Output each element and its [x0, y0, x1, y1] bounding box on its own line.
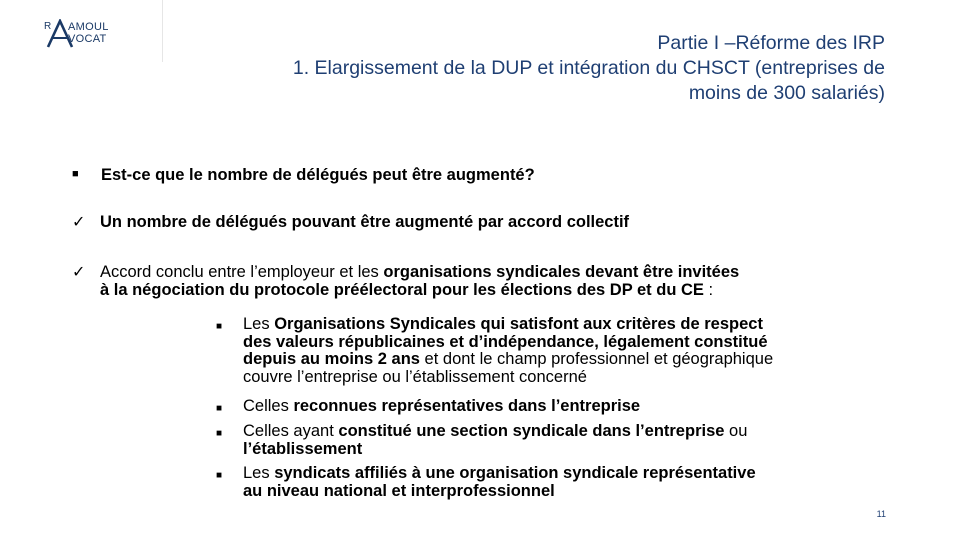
sub-item-2 [216, 398, 882, 416]
sub3-a: Celles ayant [243, 422, 339, 440]
sub-item-4 [216, 465, 882, 500]
sub-item-1 [216, 316, 882, 386]
logo-word-bottom: VOCAT [68, 33, 107, 45]
sub3-c: ou [724, 422, 748, 440]
square-bullet-icon: ■ [216, 403, 223, 414]
title-line-1: Partie I –Réforme des IRP [657, 32, 885, 54]
sub1-d: depuis au moins 2 ans [243, 350, 420, 368]
check-item-2-line-1 [100, 263, 882, 281]
question-text: Est-ce que le nombre de délégués peut être augmenté? [101, 166, 535, 184]
sub1-c: des valeurs républicaines et d’indépendance, légalement constitué [243, 332, 768, 351]
title-line-3: moins de 300 salariés) [688, 82, 885, 104]
check-item-2-line-2 [100, 281, 882, 299]
page-number: 11 [876, 509, 886, 519]
sub1-e: et dont le champ professionnel et géographique [419, 350, 774, 368]
sub1-f: couvre l’entreprise ou l’établissement concerné [243, 367, 587, 386]
slide-title [85, 31, 885, 106]
square-bullet-icon: ■ [216, 321, 223, 332]
sub4-b: syndicats affiliés à une organisation syndicale représentative [274, 464, 756, 482]
check2-part2: organisations syndicales devant être invitées [383, 263, 740, 281]
square-bullet-icon: ■ [216, 428, 223, 439]
sub-item-3 [216, 423, 882, 458]
logo-letter-r: R [44, 21, 52, 32]
checkmark-icon: ✓ [72, 264, 86, 281]
checkmark-icon: ✓ [72, 214, 86, 231]
sub1-a: Les [243, 315, 275, 333]
check2-part4: : [703, 281, 714, 299]
check-item-1: Un nombre de délégués pouvant être augmenté par accord collectif [100, 213, 630, 231]
sub4-c: au niveau national et interprofessionnel [243, 481, 555, 500]
logo-word-top: AMOUL [68, 21, 109, 33]
sub3-b: constitué une section syndicale dans l’entreprise [338, 422, 725, 440]
title-line-2: 1. Elargissement de la DUP et intégration du CHSCT (entreprises de [292, 57, 885, 79]
check2-part3: à la négociation du protocole préélectoral pour les élections des DP et du CE [100, 281, 704, 299]
check-item-2 [100, 263, 882, 299]
sub1-b: Organisations Syndicales qui satisfont aux critères de respect [274, 315, 763, 333]
sub2-b: reconnues représentatives dans l’entreprise [293, 397, 641, 415]
square-bullet-icon: ■ [216, 470, 223, 481]
square-bullet-icon: ■ [72, 168, 79, 180]
check2-part1: Accord conclu entre l’employeur et les [100, 263, 384, 281]
sub2-a: Celles [243, 397, 294, 415]
sub4-a: Les [243, 464, 275, 482]
sub3-d: l’établissement [243, 439, 363, 458]
